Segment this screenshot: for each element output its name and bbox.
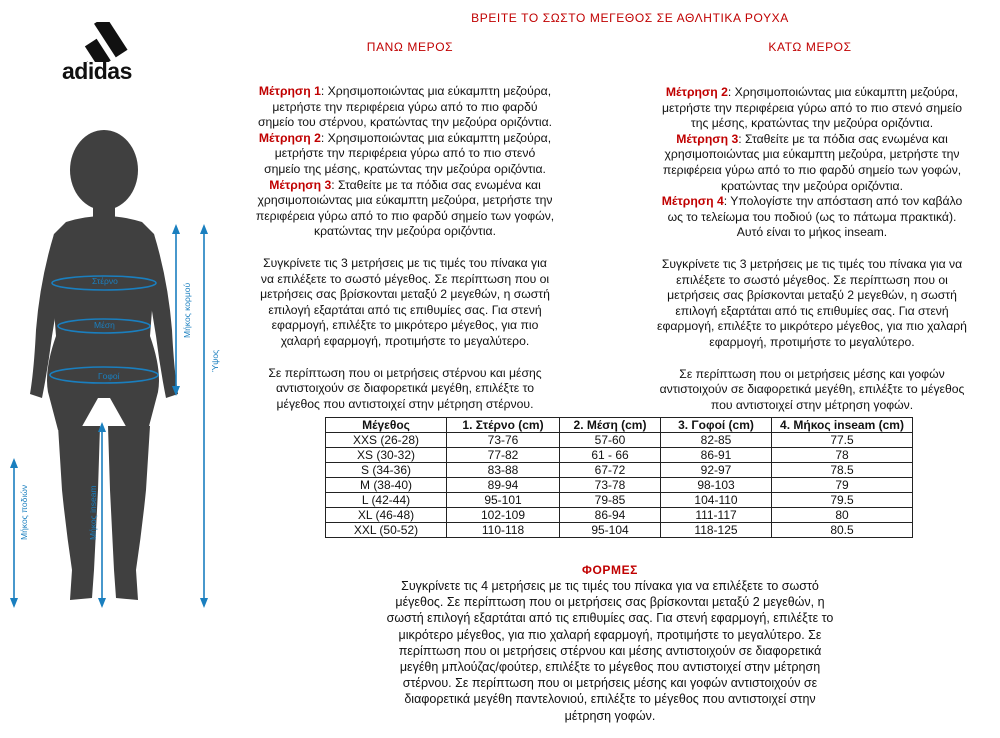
lower-measure-3: Μέτρηση 3: Σταθείτε με τα πόδια σας ενωμένα και χρησιμοποιώντας μια εύκαμπτη μεζούρα, μετρήστε την περιφέρεια γύρω από το πιο φαρδύ σημείο των γοφών, κρατώντας την μεζούρα οριζόντια. xyxy=(662,131,962,193)
col-header-inseam: 4. Μήκος inseam (cm) xyxy=(772,418,913,433)
upper-body-length-label: Μήκος κορμού xyxy=(182,282,192,338)
table-row xyxy=(326,448,913,463)
table-cell: L (42-44) xyxy=(326,493,447,508)
table-cell: S (34-36) xyxy=(326,463,447,478)
table-cell: 89-94 xyxy=(447,478,560,493)
table-cell: 104-110 xyxy=(661,493,772,508)
table-row xyxy=(326,433,913,448)
dresses-text-line: μέγεθος. Σε περίπτωση που οι μετρήσεις σας βρίσκονται μεταξύ 2 μεγεθών, η xyxy=(395,595,825,610)
table-cell: 80.5 xyxy=(772,523,913,538)
table-row xyxy=(326,493,913,508)
dresses-text-line: διαφορετικά μεγέθη παντελονιού, επιλέξτε το μέγεθος που αντιστοιχεί στην xyxy=(404,692,816,707)
dresses-text-line: μέτρηση γοφών. xyxy=(564,708,656,723)
upper-instructions xyxy=(235,84,575,412)
table-cell: 102-109 xyxy=(447,508,560,523)
dresses-text-line: μεγέθη μπλούζας/φούτερ, επιλέξτε το μέγεθος που αντιστοιχεί στην μέτρηση xyxy=(399,660,821,675)
upper-measure-2: Μέτρηση 2: Χρησιμοποιώντας μια εύκαμπτη μεζούρα, μετρήστε την περιφέρεια γύρω από το πιο στενό σημείο της μέσης, κρατώντας την μεζούρα οριζόντια. xyxy=(258,130,552,176)
table-cell: 78 xyxy=(772,448,913,463)
upper-measure-1: Μέτρηση 1: Χρησιμοποιώντας μια εύκαμπτη μεζούρα, μετρήστε την περιφέρεια γύρω από το πιο φαρδύ σημείο του στέρνου, κρατώντας την μεζούρα οριζόντια. xyxy=(257,84,553,130)
table-cell: 111-117 xyxy=(661,508,772,523)
table-cell: 73-76 xyxy=(447,433,560,448)
table-cell: 79-85 xyxy=(560,493,661,508)
adidas-stripes-icon xyxy=(62,22,158,62)
upper-note-text: Σε περίπτωση που οι μετρήσεις στέρνου και μέσης αντιστοιχούν σε διαφορετικά μεγέθη, επιλέξτε το μέγεθος που αντιστοιχεί στην μέτρηση στέρνου. xyxy=(268,365,542,411)
table-cell: 110-118 xyxy=(447,523,560,538)
table-cell: 86-91 xyxy=(661,448,772,463)
lower-note-text: Σε περίπτωση που οι μετρήσεις μέσης και γοφών αντιστοιχούν σε διαφορετικά μεγέθη, επιλέξτε το μέγεθος που αντιστοιχεί στην μέτρηση γοφών. xyxy=(659,366,965,412)
size-table xyxy=(325,417,913,538)
table-cell: 61 - 66 xyxy=(560,448,661,463)
table-cell: 67-72 xyxy=(560,463,661,478)
lower-instructions xyxy=(638,85,986,413)
table-row xyxy=(326,463,913,478)
logo-wordmark: adidas xyxy=(62,58,132,84)
table-cell: 98-103 xyxy=(661,478,772,493)
dresses-text-line: περίπτωση που οι μετρήσεις στέρνου και μέσης αντιστοιχούν σε διαφορετικά xyxy=(398,643,822,658)
dresses-text-line: στέρνου. Σε περίπτωση που οι μετρήσεις μέσης και γοφών αντιστοιχούν σε xyxy=(402,676,818,691)
table-cell: 95-101 xyxy=(447,493,560,508)
col-header-hips: 3. Γοφοί (cm) xyxy=(661,418,772,433)
lower-compare-text: Συγκρίνετε τις 3 μετρήσεις με τις τιμές του πίνακα για να επιλέξετε το σωστό μέγεθος. Σε περίπτωση που οι μετρήσεις σας βρίσκονται μεταξύ 2 μεγεθών, η σωστή επιλογή εξαρτάται από τις επιθυμίες σας. Για στενή εφαρμογή, επιλέξτε το μικρότερο μέγεθος, για πιο χαλαρή εφαρμογή, προτιμήστε το μεγαλύτερο. xyxy=(657,256,967,349)
table-cell: 95-104 xyxy=(560,523,661,538)
table-cell: 77.5 xyxy=(772,433,913,448)
table-cell: 57-60 xyxy=(560,433,661,448)
table-cell: 79.5 xyxy=(772,493,913,508)
table-row xyxy=(326,478,913,493)
table-row xyxy=(326,508,913,523)
lower-measure-4: Μέτρηση 4: Υπολογίστε την απόσταση από τον καβάλο ως το τελείωμα του ποδιού (ως το πάτωμα πρακτικά). Αυτό είναι το μήκος inseam. xyxy=(661,194,963,240)
table-cell: 79 xyxy=(772,478,913,493)
dresses-heading: ΦΟΡΜΕΣ xyxy=(582,563,638,577)
adidas-logo xyxy=(62,22,158,84)
inseam-label: Μήκος inseam xyxy=(88,485,98,540)
table-cell: 80 xyxy=(772,508,913,523)
table-cell: 118-125 xyxy=(661,523,772,538)
dresses-text-line: μικρότερο μέγεθος, για πιο χαλαρή εφαρμογή, προτιμήστε το μεγαλύτερο. Σε xyxy=(398,627,822,642)
hips-label: Γοφοί xyxy=(98,371,120,381)
body-measurement-figure xyxy=(0,130,240,610)
table-cell: 92-97 xyxy=(661,463,772,478)
dresses-text xyxy=(330,578,890,724)
table-cell: 86-94 xyxy=(560,508,661,523)
lower-heading: ΚΑΤΩ ΜΕΡΟΣ xyxy=(768,40,852,54)
page-title: ΒΡΕΙΤΕ ΤΟ ΣΩΣΤΟ ΜΕΓΕΘΟΣ ΣΕ ΑΘΛΗΤΙΚΑ ΡΟΥΧΑ xyxy=(471,11,789,25)
upper-measure-3: Μέτρηση 3: Σταθείτε με τα πόδια σας ενωμένα και χρησιμοποιώντας μια εύκαμπτη μεζούρα, μετρήστε την περιφέρεια γύρω από το πιο φαρδύ σημείο των γοφών, κρατώντας την μεζούρα οριζόντια. xyxy=(255,177,555,239)
dresses-text-line: σωστή επιλογή εξαρτάται από τις επιθυμίες σας. Για στενή εφαρμογή, επιλέξτε το xyxy=(386,611,834,626)
lower-measure-2: Μέτρηση 2: Χρησιμοποιώντας μια εύκαμπτη μεζούρα, μετρήστε την περιφέρεια γύρω από το πιο στενό σημείο της μέσης, κρατώντας την μεζούρα οριζόντια. xyxy=(661,85,963,131)
col-header-waist: 2. Μέση (cm) xyxy=(560,418,661,433)
table-cell: 82-85 xyxy=(661,433,772,448)
height-label: Ύψος xyxy=(210,349,220,372)
leg-length-label: Μήκος ποδιών xyxy=(19,484,29,540)
waist-label: Μέση xyxy=(94,320,115,330)
col-header-chest: 1. Στέρνο (cm) xyxy=(447,418,560,433)
table-cell: XS (30-32) xyxy=(326,448,447,463)
table-cell: XXS (26-28) xyxy=(326,433,447,448)
table-row xyxy=(326,523,913,538)
table-cell: 73-78 xyxy=(560,478,661,493)
table-cell: XL (46-48) xyxy=(326,508,447,523)
table-cell: M (38-40) xyxy=(326,478,447,493)
upper-heading: ΠΑΝΩ ΜΕΡΟΣ xyxy=(366,40,454,54)
table-cell: 78.5 xyxy=(772,463,913,478)
table-cell: XXL (50-52) xyxy=(326,523,447,538)
col-header-size: Μέγεθος xyxy=(326,418,447,433)
size-table-header-row xyxy=(326,418,913,433)
table-cell: 83-88 xyxy=(447,463,560,478)
dresses-text-line: Συγκρίνετε τις 4 μετρήσεις με τις τιμές του πίνακα για να επιλέξετε το σωστό xyxy=(401,579,819,593)
table-cell: 77-82 xyxy=(447,448,560,463)
chest-label: Στέρνο xyxy=(92,276,118,286)
upper-compare-text: Συγκρίνετε τις 3 μετρήσεις με τις τιμές του πίνακα για να επιλέξετε το σωστό μέγεθος. Σε περίπτωση που οι μετρήσεις σας βρίσκονται μεταξύ 2 μεγεθών, η σωστή επιλογή εξαρτάται από τις επιθυμίες σας. Για στενή εφαρμογή, επιλέξτε το μικρότερο μέγεθος, για πιο χαλαρή εφαρμογή, προτιμήστε το μεγαλύτερο. xyxy=(260,255,550,348)
